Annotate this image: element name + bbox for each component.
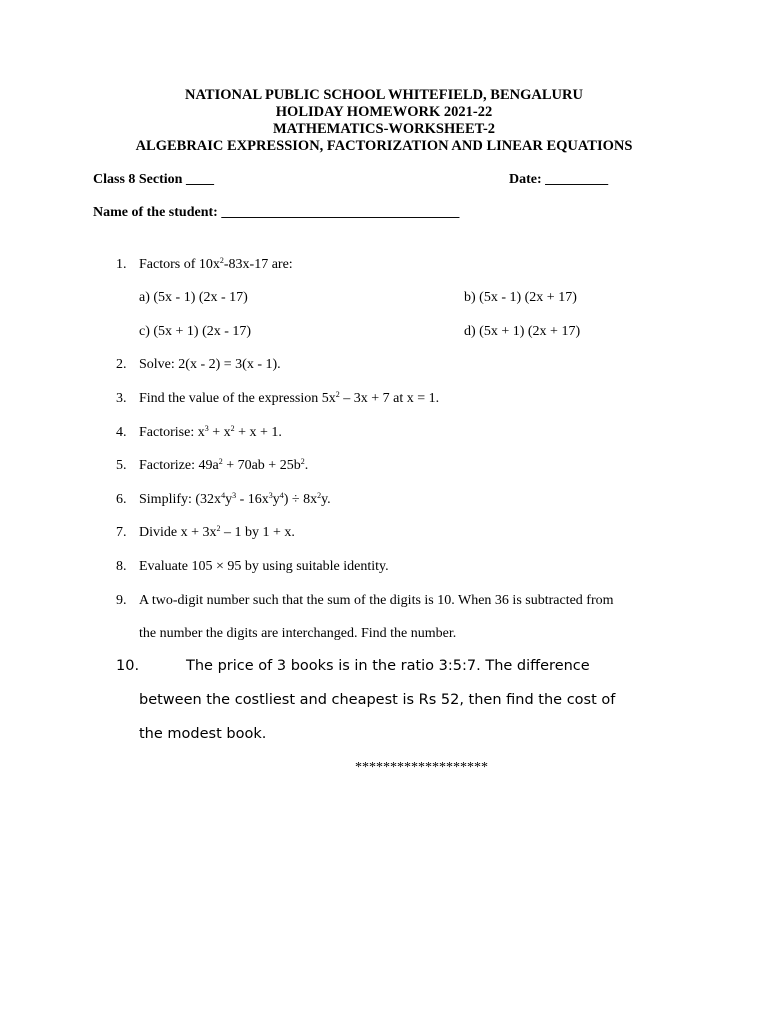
question-number: 7. <box>116 525 127 540</box>
question-number: 2. <box>116 357 127 372</box>
question-number: 9. <box>116 593 127 608</box>
question-4-text: Factorise: $x^3 + x^2 + x + 1$. <box>139 424 282 440</box>
question-9-line-1: A two-digit number such that the sum of the digits is 10. When 36 is subtracted from <box>139 593 614 608</box>
student-name-field: Name of the student: __________________________________ <box>93 205 460 220</box>
question-10-line-1: The price of 3 books is in the ratio 3:5:7. The difference <box>186 658 590 674</box>
question-number: 1. <box>116 257 127 272</box>
topic-title: ALGEBRAIC EXPRESSION, FACTORIZATION AND LINEAR EQUATIONS <box>135 138 633 154</box>
class-section-field: Class 8 Section ____ <box>93 172 214 187</box>
question-number: 8. <box>116 559 127 574</box>
question-6-text: Simplify: $(32x^4y^3 - 16x^3y^4) \div 8x^2y$. <box>139 491 331 507</box>
question-2-text: Solve: 2(x - 2) = 3(x - 1). <box>139 357 281 372</box>
worksheet-header <box>0 87 768 155</box>
option-c: c) (5x + 1) (2x - 17) <box>139 324 252 339</box>
question-7-text: Divide $x + 3x^2 - 1$ by 1 + x. <box>139 524 295 540</box>
question-number: 3. <box>116 391 127 406</box>
option-d: d) (5x + 1) (2x + 17) <box>464 324 581 339</box>
option-b: b) (5x - 1) (2x + 17) <box>464 290 577 305</box>
question-10-line-2: between the costliest and cheapest is Rs 52, then find the cost of <box>139 692 616 708</box>
date-field: Date: _________ <box>509 172 609 187</box>
question-number: 4. <box>116 425 127 440</box>
question-3-text: Find the value of the expression $5x^2 - 3x + 7$ at x = 1. <box>139 390 440 406</box>
homework-title: HOLIDAY HOMEWORK 2021-22 <box>275 104 493 120</box>
question-9-line-2: the number the digits are interchanged. Find the number. <box>139 626 457 641</box>
worksheet-title: MATHEMATICS-WORKSHEET-2 <box>272 121 496 137</box>
question-5-text: Factorize: $49a^2 + 70ab + 25b^2$. <box>139 457 309 473</box>
question-1-text: Factors of $10x^2-83x-17$ are: <box>139 256 293 272</box>
option-a: a) (5x - 1) (2x - 17) <box>139 290 248 305</box>
question-number: 10. <box>116 658 140 674</box>
end-divider-stars: ******************* <box>355 760 488 775</box>
question-8-text: Evaluate 105 × 95 by using suitable identity. <box>139 559 389 574</box>
question-number: 5. <box>116 458 127 473</box>
question-number: 6. <box>116 492 127 507</box>
question-10-line-3: the modest book. <box>139 726 267 742</box>
school-name: NATIONAL PUBLIC SCHOOL WHITEFIELD, BENGALURU <box>185 87 583 103</box>
